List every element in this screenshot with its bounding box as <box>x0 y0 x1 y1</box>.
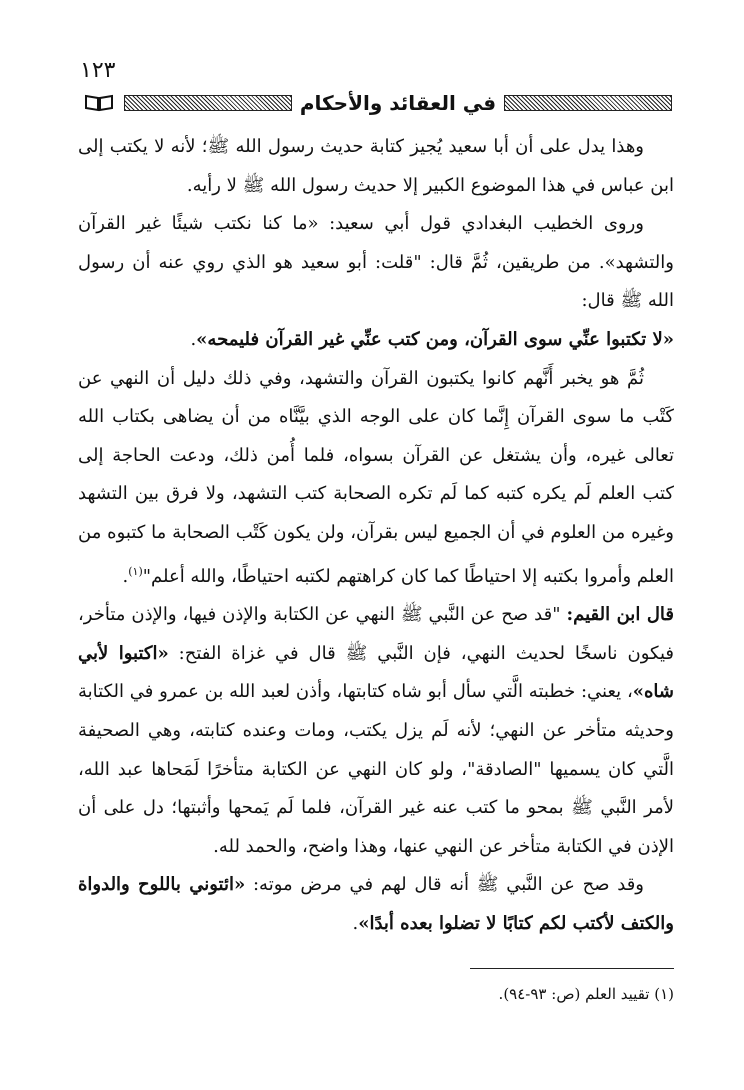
hadith-quote: «اكتبوا لأبي شاه» <box>78 642 674 703</box>
header-hatch-right <box>504 95 672 111</box>
footnote-ref: (١) <box>128 564 143 578</box>
header-hatch-left <box>124 95 292 111</box>
paragraph: ثُمَّ هو يخبر أَنَّهم كانوا يكتبون القرآن والتشهد، وفي ذلك دليل أن النهي عن كَتْب ما سوى القرآن إِنَّما كان على الوجه الذي بيَّنَّاه من أن يضاهى بكتاب الله تعالى غيره، وأن يشتغل عن القرآن بسواه، فلما أُمن ذلك، ودعت الحاجة إلى كتب العلم لَم يكره كتبه كما لَم تكره الصحابة كتب التشهد، ولا فرق بين التشهد وغيره من العلوم في أن الجميع ليس بقرآن، ولن يكون كَتْب الصحابة ما كتبوه من العلم وأمروا بكتبه إلا احتياطًا كما كان كراهتهم لكتبه احتياطًا، والله أعلم"$^{(١)}$. <box>78 367 674 587</box>
footnote: (١) تقييد العلم (ص: ٩٣-٩٤). <box>498 985 674 1003</box>
paragraph: وهذا يدل على أن أبا سعيد يُجيز كتابة حديث رسول الله ﷺ؛ لأنه لا يكتب إلى ابن عباس في هذا الموضوع الكبير إلا حديث رسول الله ﷺ لا رأيه. <box>78 136 674 196</box>
paragraph: «لا تكتبوا عنِّي سوى القرآن، ومن كتب عنِّي غير القرآن فليمحه». <box>190 328 674 350</box>
paragraph: وروى الخطيب البغدادي قول أبي سعيد: «ما كنا نكتب شيئًا غير القرآن والتشهد». من طريقين، ثُمَّ قال: "قلت: أبو سعيد هو الذي روي عنه أن رسول الله ﷺ قال: <box>78 213 674 312</box>
running-header <box>82 90 672 116</box>
open-book-icon <box>82 93 116 113</box>
page-number: ١٢٣ <box>80 58 116 83</box>
hadith-quote: «لا تكتبوا عنِّي سوى القرآن، ومن كتب عنِّي غير القرآن فليمحه» <box>196 328 674 350</box>
paragraph: وقد صح عن النَّبي ﷺ أنه قال لهم في مرض موته: «ائتوني باللوح والدواة والكتف لأكتب لكم كتابًا لا تضلوا بعده أبدًا». <box>78 874 674 934</box>
speaker-label: قال ابن القيم: <box>566 604 674 626</box>
header-title: في العقائد والأحكام <box>299 91 497 115</box>
main-text <box>78 128 674 943</box>
footnote-divider <box>470 968 674 969</box>
hadith-quote: «ائتوني باللوح والدواة والكتف لأكتب لكم كتابًا لا تضلوا بعده أبدًا» <box>78 874 674 934</box>
paragraph: قال ابن القيم: "قد صح عن النَّبي ﷺ النهي عن الكتابة والإذن فيها، والإذن متأخر، فيكون ناسخًا لحديث النهي، فإن النَّبي ﷺ قال في غزاة الفتح: «اكتبوا لأبي شاه»، يعني: خطبته الَّتي سأل أبو شاه كتابتها، وأذن لعبد الله بن عمرو في الكتابة وحديثه متأخر عن النهي؛ لأنه لَم يزل يكتب، ومات وعنده كتابته، وهي الصحيفة الَّتي كان يسميها "الصادقة"، ولو كان النهي عن الكتابة متأخرًا لَمَحاها عبد الله، لأمر النَّبي ﷺ بمحو ما كتب عنه غير القرآن، فلما لَم يَمحها وأثبتها؛ دل على أن الإذن في الكتابة متأخر عن النهي عنها، وهذا واضح، والحمد لله. <box>78 604 674 857</box>
